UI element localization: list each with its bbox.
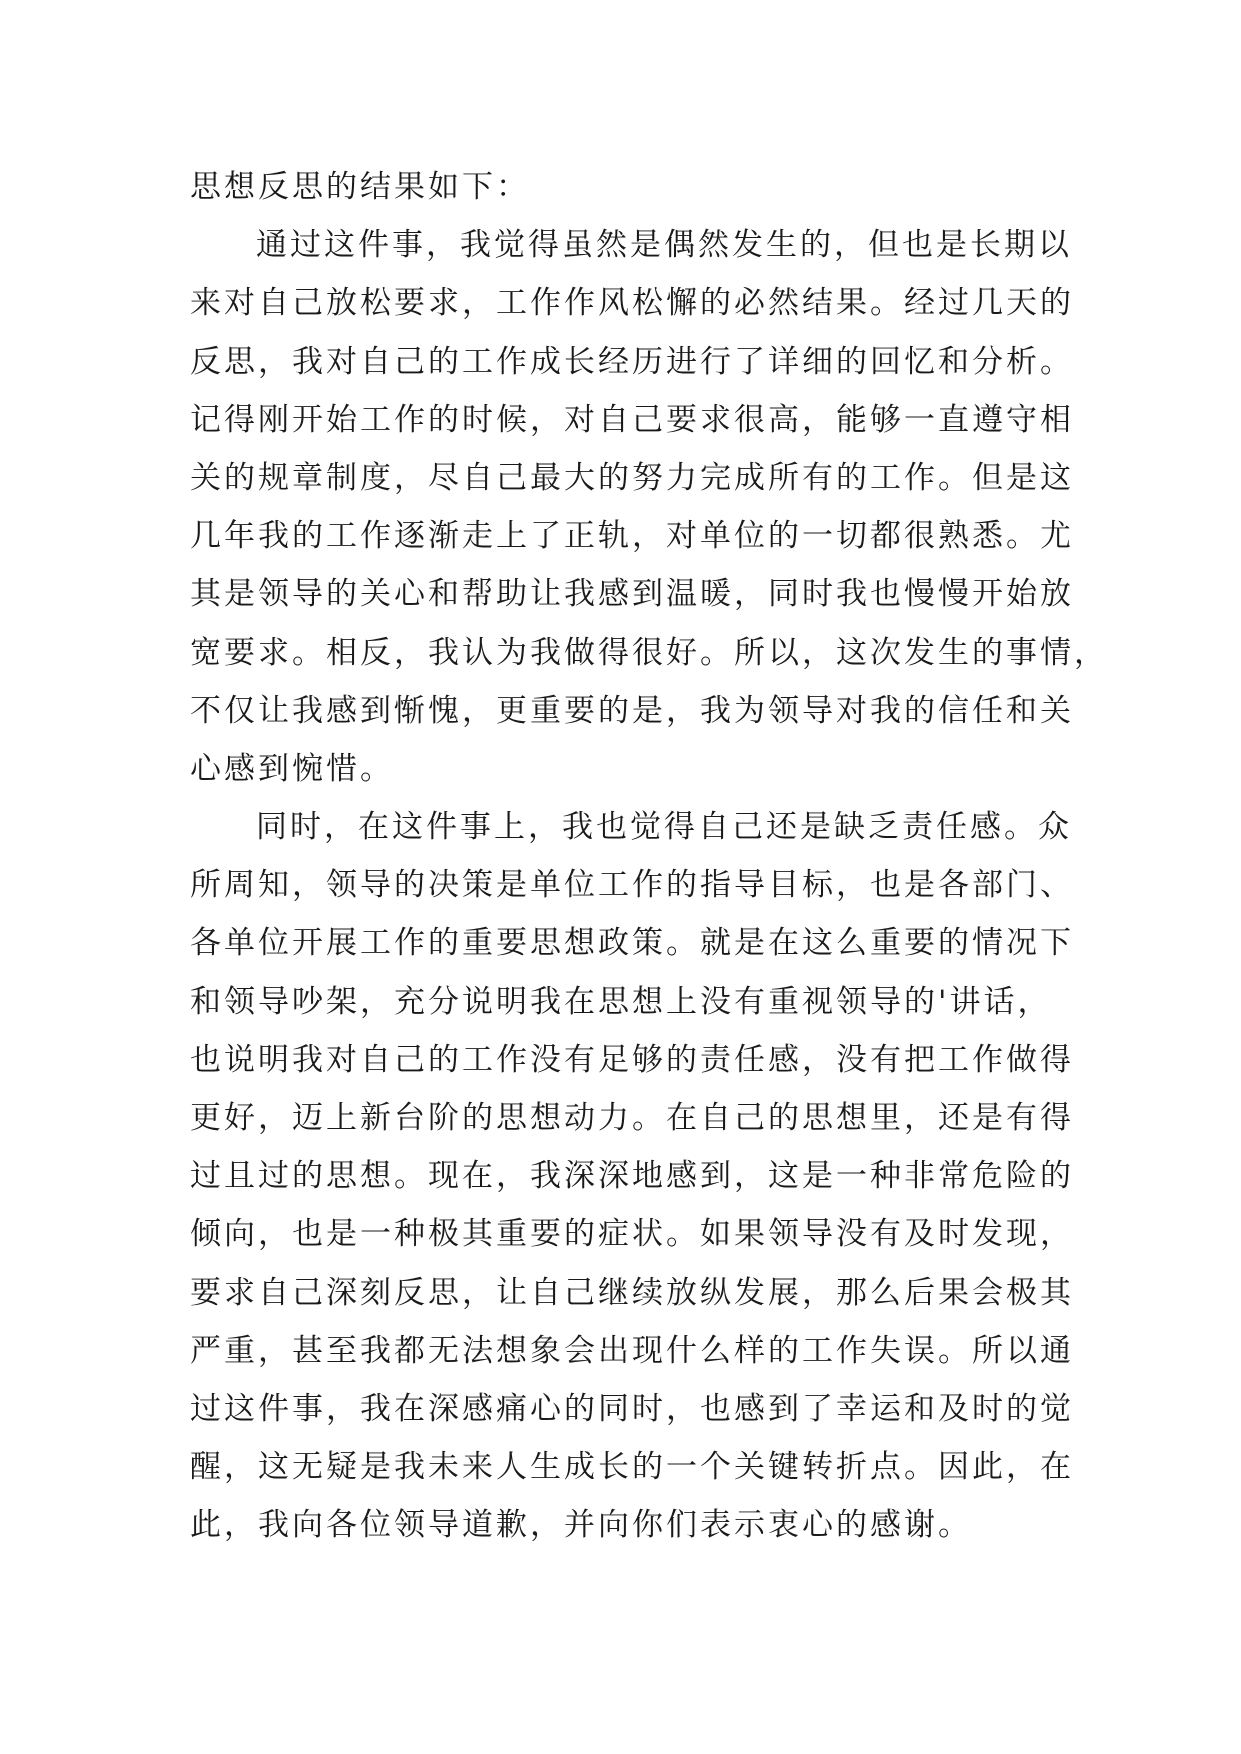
text-line: 过这件事，我在深感痛心的同时，也感到了幸运和及时的觉 <box>190 1390 1074 1427</box>
text-line: 严重，甚至我都无法想象会出现什么样的工作失误。所以通 <box>190 1332 1074 1369</box>
text-line: 要求自己深刻反思，让自己继续放纵发展，那么后果会极其 <box>190 1274 1074 1311</box>
text-line: 此，我向各位领导道歉，并向你们表示衷心的感谢。 <box>190 1507 972 1544</box>
text-line: 几年我的工作逐渐走上了正轨，对单位的一切都很熟悉。尤 <box>190 518 1074 555</box>
text-line: 反思，我对自己的工作成长经历进行了详细的回忆和分析。 <box>190 343 1074 380</box>
text-line: 也说明我对自己的工作没有足够的责任感，没有把工作做得 <box>190 1041 1074 1078</box>
text-line: 和领导吵架，充分说明我在思想上没有重视领导的'讲话， <box>190 983 1052 1020</box>
text-line: 不仅让我感到惭愧，更重要的是，我为领导对我的信任和关 <box>190 692 1074 729</box>
text-line: 醒，这无疑是我未来人生成长的一个关键转折点。因此，在 <box>190 1449 1074 1486</box>
text-line: 心感到惋惜。 <box>190 750 394 787</box>
text-line: 思想反思的结果如下： <box>190 169 530 205</box>
text-line: 宽要求。相反，我认为我做得很好。所以，这次发生的事情， <box>190 634 1108 671</box>
text-line: 倾向，也是一种极其重要的症状。如果领导没有及时发现， <box>190 1216 1074 1253</box>
paragraph-first-line: 同时，在这件事上，我也觉得自己还是缺乏责任感。众 <box>256 809 1072 846</box>
text-line: 所周知，领导的决策是单位工作的指导目标，也是各部门、 <box>190 867 1074 904</box>
text-line: 各单位开展工作的重要思想政策。就是在这么重要的情况下 <box>190 925 1074 962</box>
text-line: 关的规章制度，尽自己最大的努力完成所有的工作。但是这 <box>190 459 1074 496</box>
document-body <box>190 158 1108 1555</box>
text-line: 更好，迈上新台阶的思想动力。在自己的思想里，还是有得 <box>190 1100 1074 1136</box>
paragraph-first-line: 通过这件事，我觉得虽然是偶然发生的，但也是长期以 <box>256 227 1072 264</box>
text-line: 其是领导的关心和帮助让我感到温暖，同时我也慢慢开始放 <box>190 576 1074 613</box>
text-line: 来对自己放松要求，工作作风松懈的必然结果。经过几天的 <box>190 285 1074 322</box>
text-line: 记得刚开始工作的时候，对自己要求很高，能够一直遵守相 <box>190 401 1074 438</box>
text-line: 过且过的思想。现在，我深深地感到，这是一种非常危险的 <box>190 1158 1074 1195</box>
